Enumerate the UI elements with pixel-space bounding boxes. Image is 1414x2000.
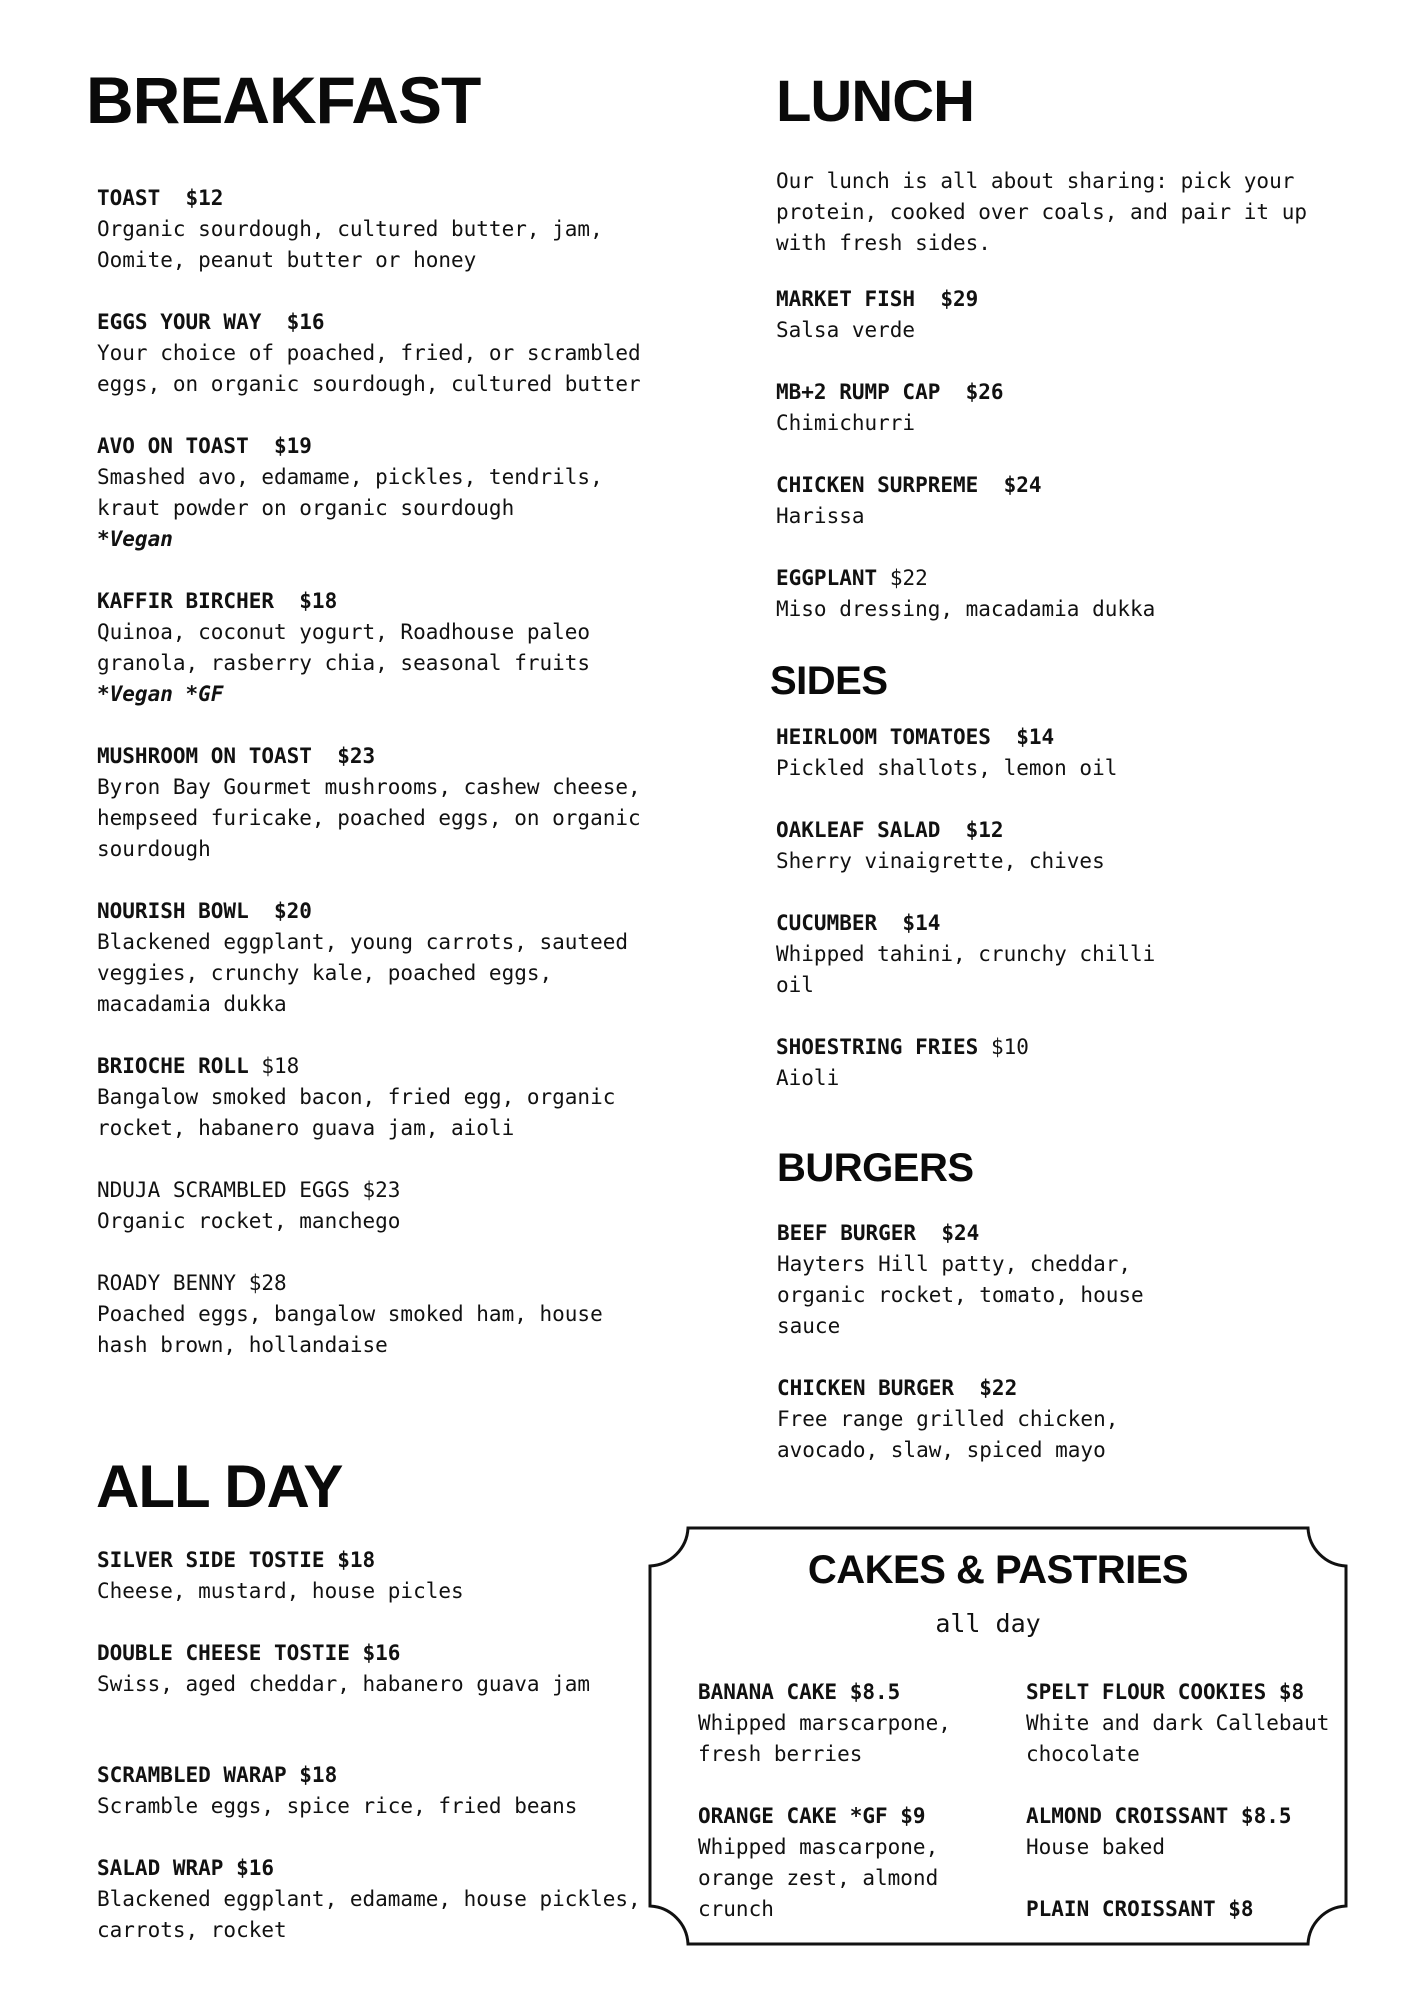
cake-item-almond-croissant	[1026, 1801, 1336, 1863]
item-name: KAFFIR BIRCHER $18	[97, 589, 338, 613]
item-name: CHICKEN BURGER $22	[777, 1376, 1018, 1400]
breakfast-item-brioche-roll	[97, 1051, 657, 1144]
item-name: SPELT FLOUR COOKIES $8	[1026, 1680, 1305, 1704]
item-description: Whipped tahini, crunchy chilli oil	[776, 942, 1156, 997]
item-description: Blackened eggplant, edamame, house pickles, carrots, rocket	[97, 1887, 641, 1942]
all-day-item-double-cheese-tostie	[97, 1638, 657, 1700]
item-description: Blackened eggplant, young carrots, sauteed veggies, crunchy kale, poached eggs, macadamia dukka	[97, 930, 629, 1016]
item-name: PLAIN CROISSANT $8	[1026, 1897, 1254, 1921]
item-name: AVO ON TOAST $19	[97, 434, 312, 458]
item-name: MARKET FISH $29	[776, 287, 979, 311]
item-name: ROADY BENNY $28	[97, 1271, 287, 1295]
breakfast-item-nourish-bowl	[97, 896, 657, 1020]
lunch-item-market-fish	[776, 284, 1336, 346]
breakfast-item-avo-on-toast	[97, 431, 657, 555]
side-item-shoestring-fries	[776, 1032, 1176, 1094]
item-name: TOAST $12	[97, 186, 224, 210]
side-item-oakleaf-salad	[776, 815, 1176, 877]
breakfast-heading: BREAKFAST	[86, 63, 481, 137]
item-description: Chimichurri	[776, 411, 916, 435]
cakes-subtitle: all day	[935, 1609, 1041, 1638]
item-description: Sherry vinaigrette, chives	[776, 849, 1105, 873]
item-name: SALAD WRAP $16	[97, 1856, 275, 1880]
sides-heading: SIDES	[770, 659, 888, 703]
item-name: MB+2 RUMP CAP $26	[776, 380, 1004, 404]
item-description: Whipped mascarpone, orange zest, almond crunch	[698, 1835, 939, 1921]
all-day-item-salad-wrap	[97, 1853, 657, 1946]
item-name: SHOESTRING FRIES	[776, 1035, 979, 1059]
cake-item-plain-croissant	[1026, 1894, 1336, 1925]
lunch-item-rump-cap	[776, 377, 1336, 439]
dietary-tag: *Vegan	[97, 527, 173, 551]
dietary-tag: *Vegan *GF	[97, 682, 224, 706]
lunch-heading: LUNCH	[776, 69, 974, 134]
item-name: SCRAMBLED WARAP $18	[97, 1763, 338, 1787]
item-description: Aioli	[776, 1066, 840, 1090]
item-description: Whipped marscarpone, fresh berries	[698, 1711, 951, 1766]
item-description: Harissa	[776, 504, 865, 528]
sides-list	[776, 722, 1176, 1094]
item-description: Pickled shallots, lemon oil	[776, 756, 1118, 780]
item-name: SILVER SIDE TOSTIE $18	[97, 1548, 376, 1572]
item-name: CHICKEN SURPREME $24	[776, 473, 1042, 497]
breakfast-item-mushroom-on-toast	[97, 741, 657, 865]
item-price: $10	[990, 1035, 1029, 1059]
burgers-heading: BURGERS	[777, 1146, 974, 1190]
cakes-right-column	[1026, 1677, 1336, 1925]
item-name: DOUBLE CHEESE TOSTIE $16	[97, 1641, 401, 1665]
item-name: MUSHROOM ON TOAST $23	[97, 744, 376, 768]
cake-item-banana-cake	[698, 1677, 998, 1770]
item-description: Organic sourdough, cultured butter, jam, Oomite, peanut butter or honey	[97, 217, 603, 272]
cakes-left-column	[698, 1677, 998, 1925]
item-name: BRIOCHE ROLL	[97, 1054, 249, 1078]
item-name: NOURISH BOWL $20	[97, 899, 312, 923]
burger-item-chicken-burger	[777, 1373, 1177, 1466]
cake-item-orange-cake	[698, 1801, 998, 1925]
item-description: House baked	[1026, 1835, 1166, 1859]
item-name: BANANA CAKE $8.5	[698, 1680, 901, 1704]
breakfast-item-kaffir-bircher	[97, 586, 657, 710]
item-name: NDUJA SCRAMBLED EGGS $23	[97, 1178, 401, 1202]
breakfast-item-nduja-scrambled-eggs	[97, 1175, 657, 1237]
item-description: Hayters Hill patty, cheddar, organic rocket, tomato, house sauce	[777, 1252, 1144, 1338]
item-description: Swiss, aged cheddar, habanero guava jam	[97, 1672, 591, 1696]
item-description: Salsa verde	[776, 318, 916, 342]
breakfast-item-roady-benny	[97, 1268, 657, 1361]
burgers-list	[777, 1218, 1177, 1466]
lunch-list	[776, 284, 1336, 625]
item-name: OAKLEAF SALAD $12	[776, 818, 1004, 842]
item-description: Bangalow smoked bacon, fried egg, organic rocket, habanero guava jam, aioli	[97, 1085, 616, 1140]
lunch-intro: Our lunch is all about sharing: pick your protein, cooked over coals, and pair it up with fresh sides.	[776, 169, 1308, 255]
cakes-heading: CAKES & PASTRIES	[807, 1548, 1189, 1592]
side-item-heirloom-tomatoes	[776, 722, 1176, 784]
burger-item-beef-burger	[777, 1218, 1177, 1342]
item-name: CUCUMBER $14	[776, 911, 941, 935]
item-description: Your choice of poached, fried, or scrambled eggs, on organic sourdough, cultured butter	[97, 341, 641, 396]
breakfast-item-toast	[97, 183, 657, 276]
item-description: Poached eggs, bangalow smoked ham, house hash brown, hollandaise	[97, 1302, 603, 1357]
lunch-item-eggplant	[776, 563, 1336, 625]
all-day-item-scrambled-warap	[97, 1760, 657, 1822]
item-name: BEEF BURGER $24	[777, 1221, 980, 1245]
item-description: Smashed avo, edamame, pickles, tendrils, kraut powder on organic sourdough	[97, 465, 603, 520]
item-description: Organic rocket, manchego	[97, 1209, 401, 1233]
all-day-list	[97, 1545, 657, 1946]
item-description: White and dark Callebaut chocolate	[1026, 1711, 1330, 1766]
cake-item-spelt-flour-cookies	[1026, 1677, 1336, 1770]
lunch-item-chicken-surpreme	[776, 470, 1336, 532]
item-price: $18	[261, 1054, 300, 1078]
all-day-item-silver-side-tostie	[97, 1545, 657, 1607]
item-description: Free range grilled chicken, avocado, slaw, spiced mayo	[777, 1407, 1119, 1462]
side-item-cucumber	[776, 908, 1176, 1001]
item-description: Cheese, mustard, house picles	[97, 1579, 464, 1603]
breakfast-list	[97, 183, 657, 1361]
item-name: EGGPLANT	[776, 566, 878, 590]
breakfast-item-eggs-your-way	[97, 307, 657, 400]
all-day-heading: ALL DAY	[96, 1453, 343, 1520]
item-name: EGGS YOUR WAY $16	[97, 310, 325, 334]
item-name: ALMOND CROISSANT $8.5	[1026, 1804, 1292, 1828]
item-price: $22	[889, 566, 928, 590]
item-description: Scramble eggs, spice rice, fried beans	[97, 1794, 578, 1818]
item-description: Miso dressing, macadamia dukka	[776, 597, 1156, 621]
item-description: Quinoa, coconut yogurt, Roadhouse paleo granola, rasberry chia, seasonal fruits	[97, 620, 591, 675]
item-name: HEIRLOOM TOMATOES $14	[776, 725, 1055, 749]
item-description: Byron Bay Gourmet mushrooms, cashew cheese, hempseed furicake, poached eggs, on organic sourdough	[97, 775, 641, 861]
item-name: ORANGE CAKE *GF $9	[698, 1804, 926, 1828]
